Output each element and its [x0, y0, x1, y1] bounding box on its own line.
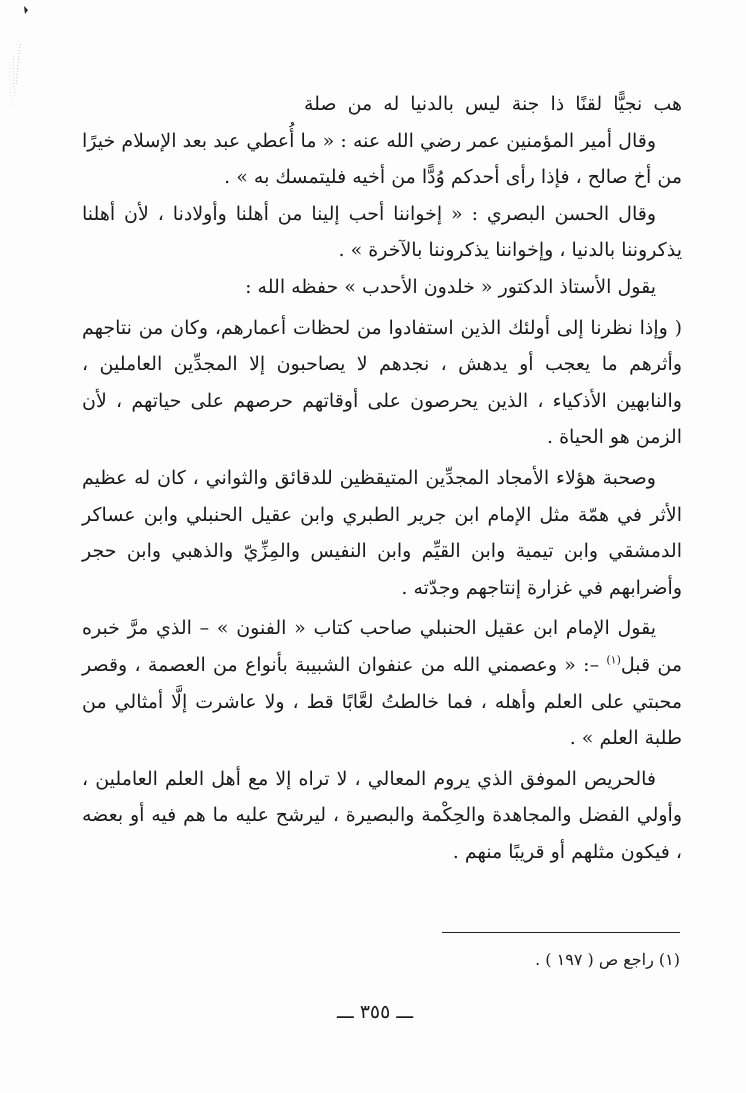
footnote-divider — [442, 932, 680, 933]
paragraph-umar-quote: وقال أمير المؤمنين عمر رضي الله عنه : « ما أُعطي عبد بعد الإسلام خيرًا من أخ صالح ، فإذا رأى أحدكم وُدًّا من أخيه فليتمسك به » . — [82, 129, 682, 189]
main-text — [82, 86, 682, 870]
paragraph-conclusion: فالحريص الموفق الذي يروم المعالي ، لا تراه إلا مع أهل العلم العاملين ، وأولي الفضل والمجاهدة والحِكْمة والبصيرة ، ليرشح عليه ما هم فيه أو بعضه ، فيكون مثلهم أو قريبًا منهم . — [82, 767, 682, 863]
footnote: (١) راجع ص ( ١٩٧ ) . — [535, 950, 680, 969]
footnote-reference-mark: (١) — [606, 653, 621, 667]
paragraph-ibn-aqil-quote — [82, 610, 682, 756]
poem-verse: هب نجيًّا لقنًا ذا جنة ليس بالدنيا له من صلة — [303, 93, 682, 115]
paragraph-hasan-basri-quote: وقال الحسن البصري : « إخواننا أحب إلينا من أهلنا وأولادنا ، لأن أهلنا يذكروننا بالدنيا ، وإخواننا يذكروننا بالآخرة » . — [82, 202, 682, 262]
paragraph-khaldun-quote: ( وإذا نظرنا إلى أولئك الذين استفادوا من لحظات أعمارهم، وكان من نتاجهم وأثرهم ما يعجب أو يدهش ، نجدهم لا يصاحبون إلا المجدِّين العاملين ، والنابهين الأذكياء ، الذين يحرصون على أوقاتهم حرصهم على حياتهم ، لأن الزمن هو الحياة . — [82, 316, 682, 449]
page-number: ـــ ٣٥٥ ـــ — [336, 1001, 414, 1023]
ibn-aqil-intro: يقول الإمام ابن عقيل الحنبلي صاحب كتاب « الفنون » – الذي مرَّ خبره من قبل — [82, 617, 682, 676]
ibn-aqil-intro-dash: –: « — [557, 653, 607, 676]
paragraph-scholars-company: وصحبة هؤلاء الأمجاد المجدِّين المتيقظين للدقائق والثواني ، كان له عظيم الأثر في همّة مثل الإمام ابن جرير الطبري وابن عقيل الحنبلي وابن عساكر الدمشقي وابن تيمية وابن القيِّم وابن النفيس والمِزِّيّ والذهبي وابن حجر وأضرابهم في غزارة إنتاجهم وجدّته . — [82, 466, 682, 599]
ibn-aqil-quote-text: وعصمني الله من عنفوان الشبيبة بأنواع من العصمة ، وقصر محبتي على العلم وأهله ، فما خالطتُ لعَّابًا قط ، ولا عاشرت إلَّا أمثالي من طلبة العلم » . — [82, 653, 682, 750]
paragraph-khaldun-intro: يقول الأستاذ الدكتور « خلدون الأحدب » حفظه الله : — [245, 275, 656, 298]
scan-artifact-mark — [6, 4, 32, 114]
